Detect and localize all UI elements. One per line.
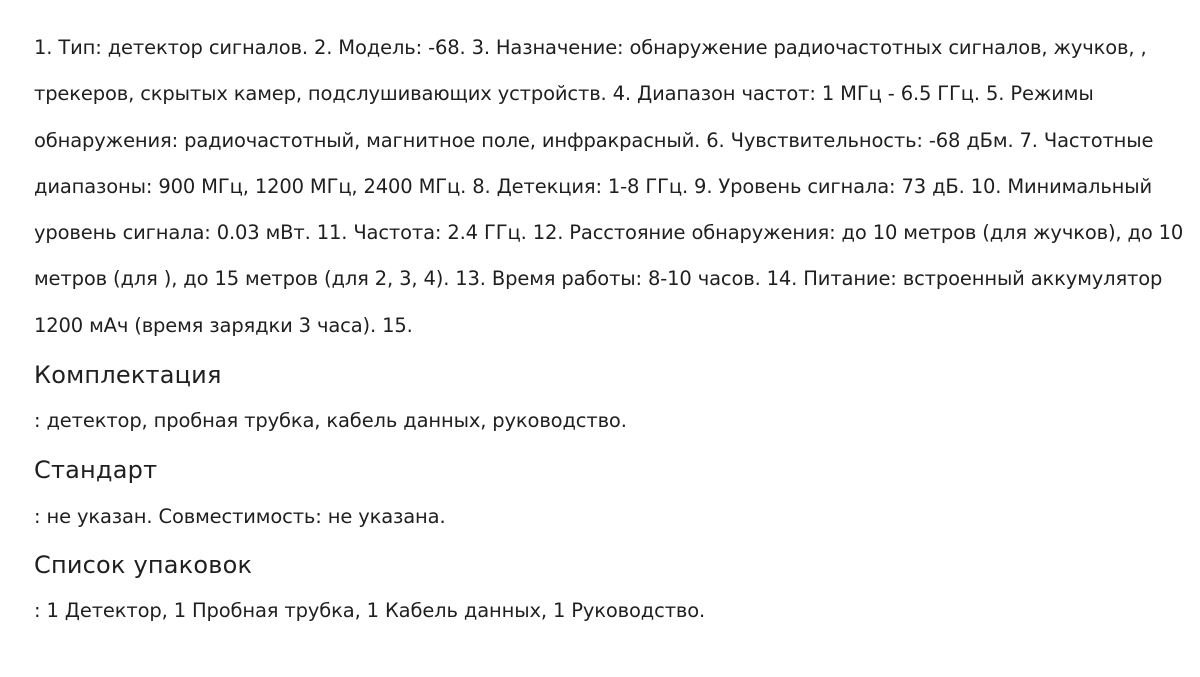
spec-line-3: обнаружения: радиочастотный, магнитное поле, инфракрасный. 6. Чувствительность: -68 дБм. 7. Частотные — [34, 128, 1154, 152]
spec-line-5: уровень сигнала: 0.03 мВт. 11. Частота: 2.4 ГГц. 12. Расстояние обнаружения: до 10 метров (для жучков), до 10 — [34, 221, 1184, 245]
package-list-text: : 1 Детектор, 1 Пробная трубка, 1 Кабель данных, 1 Руководство. — [34, 599, 706, 622]
package-list-heading: Список упаковок — [34, 551, 253, 579]
spec-line-6: метров (для ), до 15 метров (для 2, 3, 4). 13. Время работы: 8-10 часов. 14. Питание: встроенный аккумулятор — [34, 267, 1163, 291]
kit-heading: Комплектация — [34, 361, 222, 389]
kit-contents-text: : детектор, пробная трубка, кабель данных, руководство. — [34, 409, 627, 432]
standard-text: : не указан. Совместимость: не указана. — [34, 505, 446, 528]
spec-line-2: трекеров, скрытых камер, подслушивающих устройств. 4. Диапазон частот: 1 МГц - 6.5 ГГц. 5. Режимы — [34, 82, 1094, 106]
spec-line-1: 1. Тип: детектор сигналов. 2. Модель: -68. 3. Назначение: обнаружение радиочастотных сигналов, жучков, , — [34, 36, 1147, 59]
spec-line-4: диапазоны: 900 МГц, 1200 МГц, 2400 МГц. 8. Детекция: 1-8 ГГц. 9. Уровень сигнала: 73 дБ. 10. Минимальный — [34, 174, 1153, 198]
standard-heading: Стандарт — [34, 456, 158, 484]
spec-line-7: 1200 мАч (время зарядки 3 часа). 15. — [34, 313, 413, 337]
specifications-paragraph — [34, 25, 1184, 349]
